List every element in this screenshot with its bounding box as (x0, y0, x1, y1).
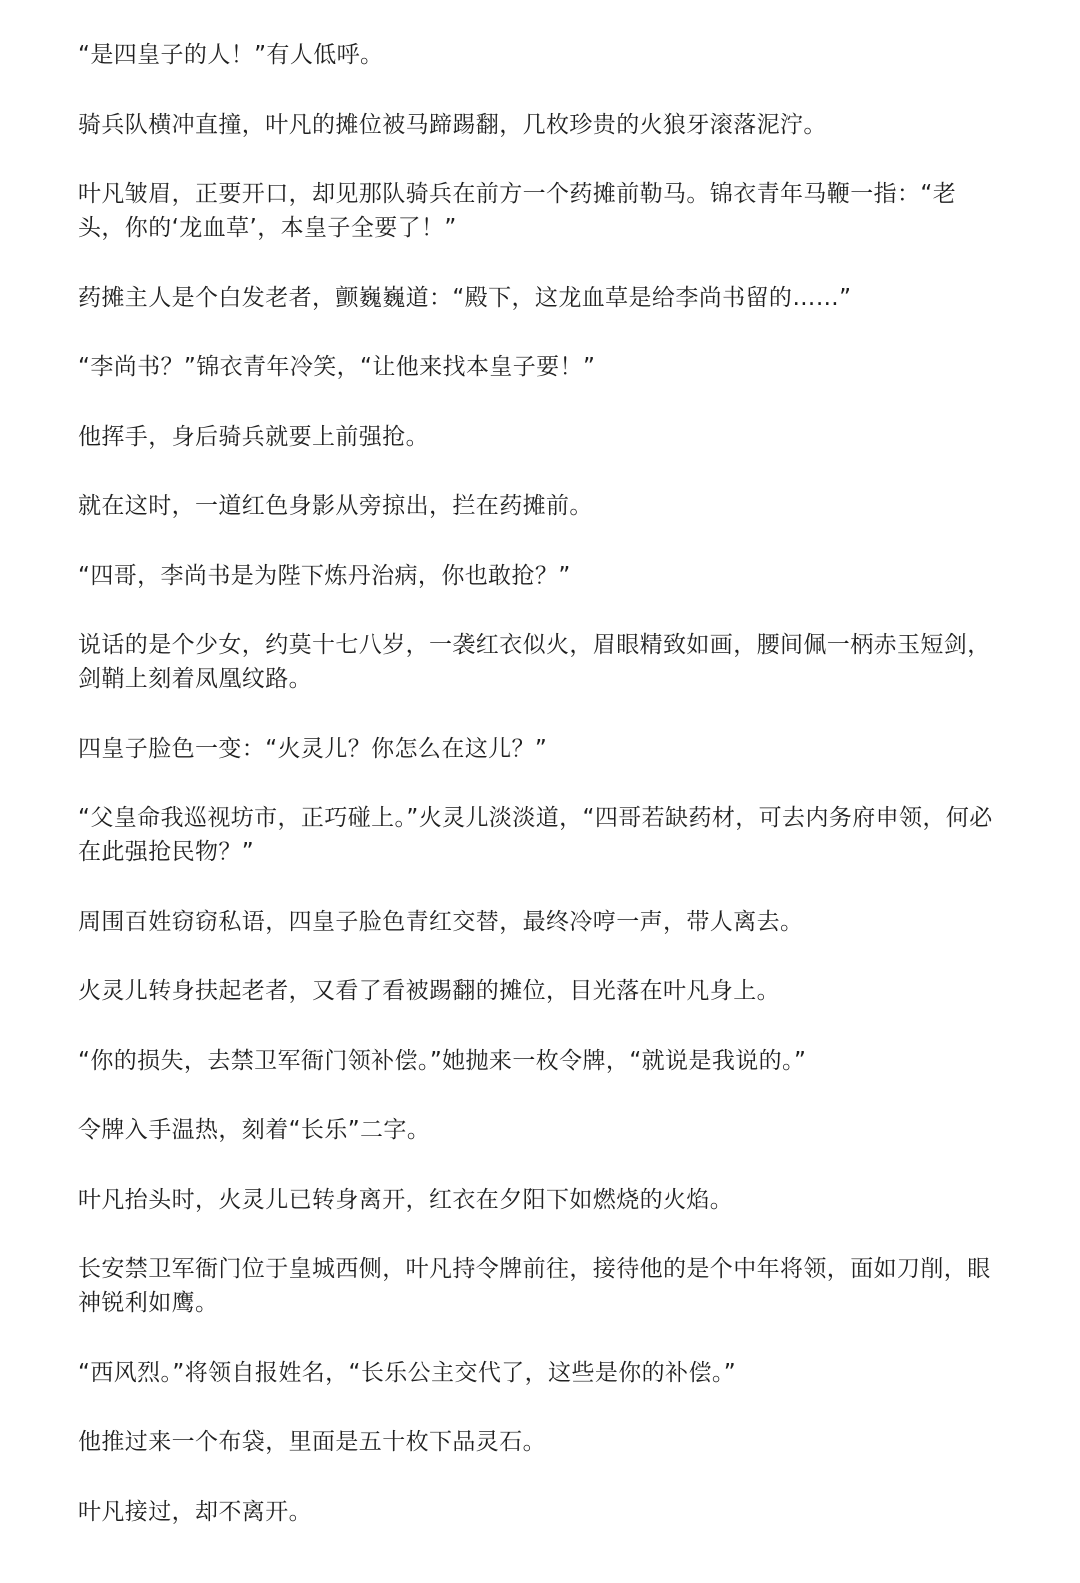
paragraph: 火灵儿转身扶起老者，又看了看被踢翻的摊位，目光落在叶凡身上。 (78, 978, 780, 1004)
paragraph: “四哥，李尚书是为陛下炼丹治病，你也敢抢？” (78, 562, 571, 589)
paragraph: 说话的是个少女，约莫十七八岁，一袭红衣似火，眉眼精致如画，腰间佩一柄赤玉短剑，剑鞘上刻着凤凰纹路。 (78, 632, 991, 692)
paragraph: 药摊主人是个白发老者，颤巍巍道：“殿下，这龙血草是给李尚书留的……” (78, 284, 852, 311)
paragraph: “你的损失，去禁卫军衙门领补偿。”她抛来一枚令牌，“就说是我说的。” (78, 1047, 807, 1074)
paragraph: 骑兵队横冲直撞，叶凡的摊位被马蹄踢翻，几枚珍贵的火狼牙滚落泥泞。 (78, 111, 827, 138)
paragraph: 叶凡接过，却不离开。 (78, 1498, 312, 1525)
paragraph: 长安禁卫军衙门位于皇城西侧，叶凡持令牌前往，接待他的是个中年将领，面如刀削，眼神锐利如鹰。 (78, 1256, 991, 1316)
paragraph: 周围百姓窃窃私语，四皇子脸色青红交替，最终冷哼一声，带人离去。 (78, 908, 804, 935)
paragraph: 他推过来一个布袋，里面是五十枚下品灵石。 (78, 1429, 546, 1455)
paragraph: 他挥手，身后骑兵就要上前强抢。 (78, 423, 429, 450)
paragraph: 就在这时，一道红色身影从旁掠出，拦在药摊前。 (78, 493, 593, 519)
paragraph: “父皇命我巡视坊市，正巧碰上。”火灵儿淡淡道，“四哥若缺药材，可去内务府申领，何必在此强抢民物？” (78, 805, 993, 865)
paragraph: 四皇子脸色一变：“火灵儿？你怎么在这儿？” (78, 735, 548, 762)
paragraph: “李尚书？”锦衣青年冷笑，“让他来找本皇子要！” (78, 354, 596, 380)
paragraph: 叶凡皱眉，正要开口，却见那队骑兵在前方一个药摊前勒马。锦衣青年马鞭一指：“老头，你的‘龙血草’，本皇子全要了！” (78, 181, 957, 241)
paragraph: “是四皇子的人！”有人低呼。 (78, 42, 384, 68)
paragraph: 叶凡抬头时，火灵儿已转身离开，红衣在夕阳下如燃烧的火焰。 (78, 1186, 734, 1213)
paragraph: 令牌入手温热，刻着“长乐”二字。 (78, 1117, 431, 1143)
paragraph: “西风烈。”将领自报姓名，“长乐公主交代了，这些是你的补偿。” (78, 1359, 737, 1386)
